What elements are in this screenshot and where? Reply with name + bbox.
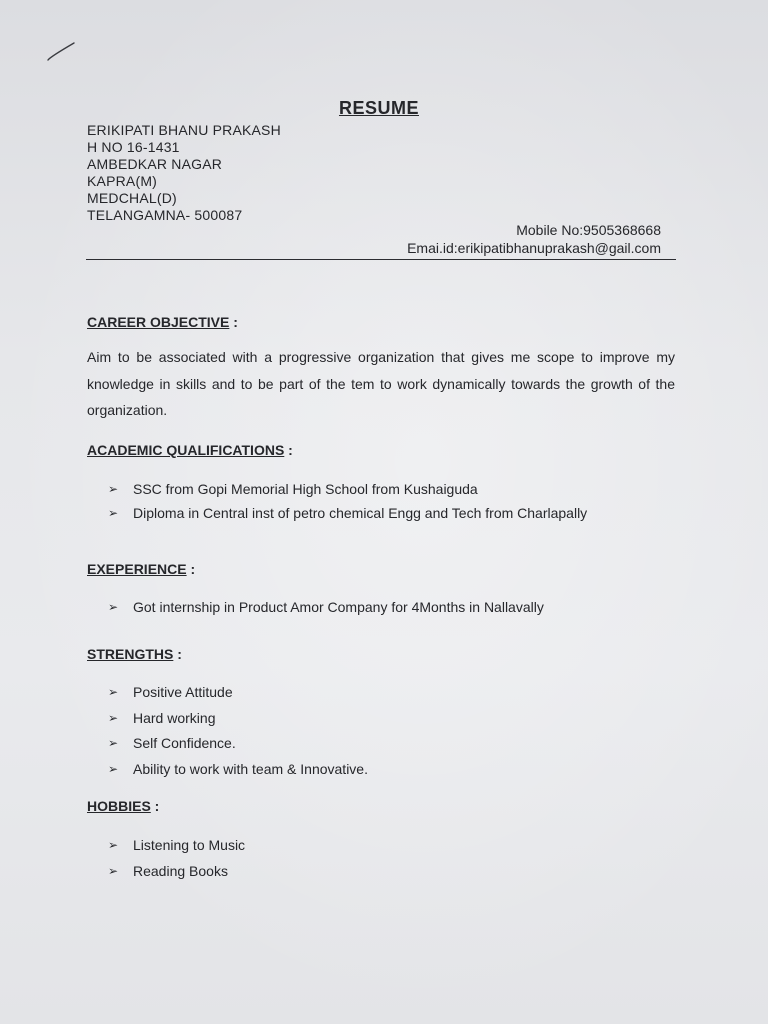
arrow-bullet-icon: ➢ [108,482,119,496]
arrow-bullet-icon: ➢ [108,685,119,699]
list-item: ➢ Hard working [108,706,368,732]
document-title: RESUME [338,98,419,118]
list-item: ➢ Got internship in Product Amor Company for 4Months in Nallavally [108,595,544,619]
list-item: ➢ Positive Attitude [108,680,368,706]
academic-qualifications-heading: ACADEMIC QUALIFICATIONS : [87,442,293,458]
email-address: Emai.id:erikipatibhanuprakash@gail.com [407,240,661,256]
hobbies-heading: HOBBIES : [87,798,160,814]
address-block [87,122,281,224]
list-item: ➢ Self Confidence. [108,731,368,757]
hobbies-list [108,832,245,884]
list-item: ➢ Diploma in Central inst of petro chemical Engg and Tech from Charlapally [108,501,587,525]
arrow-bullet-icon: ➢ [108,600,119,614]
area-name: AMBEDKAR NAGAR [87,156,223,172]
header-divider [86,259,676,260]
arrow-bullet-icon: ➢ [108,736,119,750]
mandal-name: KAPRA(M) [87,173,158,189]
academic-list [108,477,587,525]
list-item: ➢ SSC from Gopi Memorial High School from Kushaiguda [108,477,587,501]
house-number: H NO 16-1431 [87,139,180,155]
mobile-number: Mobile No:9505368668 [516,222,661,238]
experience-heading: EXEPERIENCE : [87,561,196,577]
experience-list [108,595,544,619]
district-name: MEDCHAL(D) [87,190,177,206]
list-item: ➢ Ability to work with team & Innovative. [108,757,368,783]
pen-tick-mark [46,40,78,64]
career-objective-text: Aim to be associated with a progressive organization that gives me scope to improve my knowledge in skills and to be part of the tem to work dynamically towards the growth of the organization. [87,349,675,418]
arrow-bullet-icon: ➢ [108,506,119,520]
strengths-heading: STRENGTHS : [87,646,182,662]
contact-block [407,221,661,257]
career-objective-heading: CAREER OBJECTIVE : [87,314,238,330]
arrow-bullet-icon: ➢ [108,864,119,878]
arrow-bullet-icon: ➢ [108,838,119,852]
strengths-list [108,680,368,782]
list-item: ➢ Listening to Music [108,832,245,858]
arrow-bullet-icon: ➢ [108,761,119,776]
list-item: ➢ Reading Books [108,858,245,884]
state-pincode: TELANGAMNA- 500087 [87,207,243,223]
applicant-name: ERIKIPATI BHANU PRAKASH [87,122,281,138]
arrow-bullet-icon: ➢ [108,710,119,725]
